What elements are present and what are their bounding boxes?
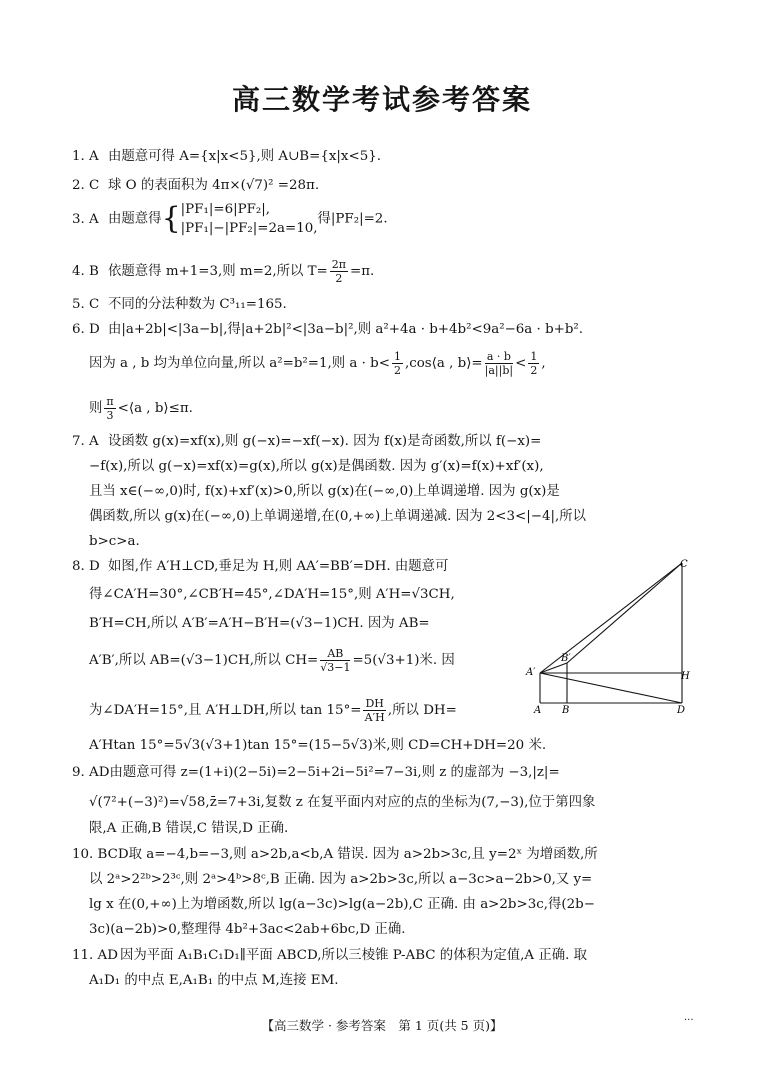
answer-text: 因为平面 A₁B₁C₁D₁∥平面 ABCD,所以三棱锥 P-ABC 的体积为定值,A 正确. 取 [120,948,588,963]
answer-number: 6. D [72,322,100,337]
answer-11-line-2: A₁D₁ 的中点 E,A₁B₁ 的中点 M,连接 EM. [89,973,339,988]
answer-10-line-3: lg x 在(0,+∞)上为增函数,所以 lg(a−3c)>lg(a−2b),C 正确. 由 a>2b>3c,得(2b− [89,897,595,912]
answer-2 [72,177,319,195]
answer-6-line-2: 因为 a , b 均为单位向量,所以 a²=b²=1,则 a · b< $\frac{1}{2}$ ,cos⟨a , b⟩= $\frac{a \cdot b}{|a||b|}$ < $\frac{1}{2}$ , [89,350,546,377]
answer-10-line-4: 3c)(a−2b)>0,整理得 4b²+3ac<2ab+6bc,D 正确. [89,922,406,937]
answer-text: 由题意可得 A={x|x<5},则 A∪B={x|x<5}. [108,149,381,164]
equation-2: |PF₁|−|PF₂|=2a=10, [180,221,318,236]
label-b-prime: B′ [561,653,571,664]
label-a: A [534,705,542,715]
geometry-figure [522,555,692,715]
answer-text: 由题意可得 z=(1+i)(2−5i)=2−5i+2i−5i²=7−3i,则 z 的虚部为 −3,|z|= [109,765,560,780]
answer-number: 4. B [72,264,99,279]
label-a-prime: A′ [526,667,536,678]
answer-3: 3. A 由题意得{|PF₁|=6|PF₂|, |PF₁|−|PF₂|=2a=10,得|PF₂|=2. [72,201,388,236]
answer-text: 由|a+2b|<|3a−b|,得|a+2b|²<|3a−b|²,则 a²+4a · b+4b²<9a²−6a · b+b². [108,322,584,337]
answer-4 [72,258,374,285]
label-d: D [677,705,686,715]
answer-number: 2. C [72,178,100,193]
answer-number: 10. BCD [72,847,129,862]
answer-9-line-2: √(7²+(−3)²)=√58,z̄=7+3i,复数 z 在复平面内对应的点的坐标为(7,−3),位于第四象 [89,795,596,810]
answer-text: 由题意得 [108,211,162,227]
answer-7-line-2: −f(x),所以 g(−x)=xf(x)=g(x),所以 g(x)是偶函数. 因为 g′(x)=f(x)+xf′(x), [89,459,544,474]
answer-9 [72,764,560,782]
answer-8-line-2: 得∠CA′H=30°,∠CB′H=45°,∠DA′H=15°,则 A′H=√3CH, [89,587,455,602]
answer-7-line-4: 偶函数,所以 g(x)在(−∞,0)上单调递增,在(0,+∞)上单调递减. 因为 2<3<|−4|,所以 [89,509,587,524]
answer-number: 8. D [72,559,100,574]
answer-result: 得|PF₂|=2. [317,211,388,227]
corner-mark: ... [684,1012,694,1023]
answer-5 [72,296,287,314]
fraction: $\frac{2\pi}{2}$ [331,258,347,285]
answer-text: 球 O 的表面积为 4π×(√7)² =28π. [108,178,320,193]
answer-8-line-5: 为∠DA′H=15°,且 A′H⊥DH,所以 tan 15°= $\frac{DH}{A'H}$ ,所以 DH= [89,697,457,724]
answer-7-line-5: b>c>a. [89,534,140,549]
fraction: $\frac{DH}{A'H}$ [364,697,385,724]
answer-10 [72,846,598,864]
answer-6 [72,321,583,339]
page-title: 高三数学考试参考答案 [231,83,532,116]
answer-number: 7. A [72,434,99,449]
answer-7 [72,433,541,451]
fraction: $\frac{1}{2}$ [393,350,401,377]
answer-10-line-2: 以 2ᵃ>2²ᵇ>2³ᶜ,则 2ᵃ>4ᵇ>8ᶜ,B 正确. 因为 a>2b>3c,所以 a−3c>a−2b>0,又 y= [89,872,593,887]
answer-11 [72,947,587,965]
answer-8-line-3: B′H=CH,所以 A′B′=A′H−B′H=(√3−1)CH. 因为 AB= [89,616,430,631]
page-footer: 【高三数学 · 参考答案 第 1 页(共 5 页)】 [261,1018,503,1033]
line-a-prime-d [540,673,682,703]
label-c: C [680,559,688,570]
answer-6-line-3: 则 $\frac{\pi}{3}$ <⟨a , b⟩≤π. [89,395,193,422]
equation-system [181,200,318,238]
answer-number: 5. C [72,297,100,312]
label-b: B [562,705,570,715]
line-a-prime-b-prime [540,663,567,673]
equation-1: |PF₁|=6|PF₂|, [180,202,271,217]
answer-number: 3. A [72,211,99,227]
answer-text: 依题意得 m+1=3,则 m=2,所以 T= [108,264,328,279]
answer-number: 11. AD [72,948,118,963]
line-b-prime-c [567,563,682,663]
fraction: $\frac{\pi}{3}$ [106,395,114,422]
fraction: $\frac{1}{2}$ [530,350,538,377]
label-h: H [681,671,690,682]
answer-1 [72,148,381,166]
answer-8 [72,558,448,576]
answer-8-line-6: A′Htan 15°=5√3(√3+1)tan 15°=(15−5√3)米,则 CD=CH+DH=20 米. [89,738,547,753]
answer-8-line-4: A′B′,所以 AB=(√3−1)CH,所以 CH= $\frac{AB}{√3-1}$ =5(√3+1)米. 因 [89,647,455,674]
fraction: $\frac{a \cdot b}{|a||b|}$ [484,350,514,377]
answer-7-line-3: 且当 x∈(−∞,0)时, f(x)+xf′(x)>0,所以 g(x)在(−∞,0)上单调递增. 因为 g(x)是 [89,484,560,499]
answer-number: 1. A [72,149,99,164]
answer-text: 如图,作 A′H⊥CD,垂足为 H,则 AA′=BB′=DH. 由题意可 [108,559,449,574]
answer-number: 9. AD [72,765,110,780]
answer-result: =π. [350,264,375,279]
answer-text: 设函数 g(x)=xf(x),则 g(−x)=−xf(−x). 因为 f(x)是奇函数,所以 f(−x)= [108,434,542,449]
fraction: $\frac{AB}{√3-1}$ [320,647,351,674]
answer-text: 取 a=−4,b=−3,则 a>2b,a<b,A 错误. 因为 a>2b>3c,且 y=2ˣ 为增函数,所 [128,847,598,862]
answer-text: 不同的分法种数为 C³₁₁=165. [108,297,287,312]
answer-9-line-3: 限,A 正确,B 错误,C 错误,D 正确. [89,821,289,836]
